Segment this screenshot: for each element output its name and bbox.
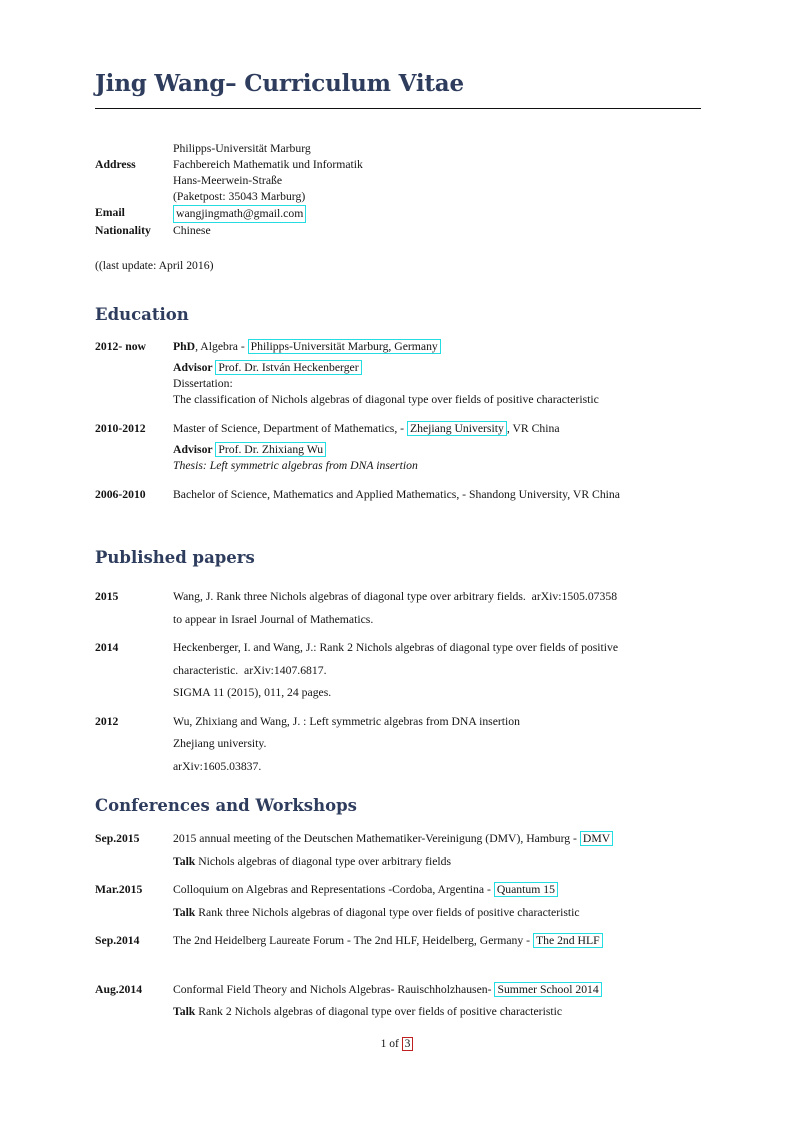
text: SIGMA 11 (2015), 011, 24 pages. [173,686,332,699]
text-line [173,902,701,925]
entry-content [173,586,701,631]
section-entries [95,586,701,778]
contact-block [95,141,701,239]
text: The 2nd Heidelberg Laureate Forum - The 2nd HLF, Heidelberg, Germany - [173,934,533,947]
text: Wu, Zhixiang and Wang, J. : Left symmetric algebras from DNA insertion [173,714,520,728]
text: characteristic. arXiv:1407.6817. [173,663,327,677]
contact-value: Chinese [173,224,211,237]
text-line [173,828,701,851]
contact-value: Fachbereich Mathematik und Informatik [173,158,363,171]
entry-date: Aug.2014 [95,982,143,996]
entry-date: 2015 [95,590,119,603]
page-footer [0,1036,794,1052]
text-line [173,360,701,376]
email-link[interactable]: wangjingmath@gmail.com [173,205,306,223]
bold-text: Talk [173,854,199,868]
italic-text: Thesis: Left symmetric algebras from DNA insertion [173,459,418,472]
text-line [173,930,701,953]
cv-entry [95,586,701,631]
text: The classification of Nichols algebras of diagonal type over fields of positive characteristic [173,393,599,406]
cv-entry [95,879,701,924]
contact-label [95,173,173,189]
text-line [173,442,701,458]
link-box[interactable]: Prof. Dr. Zhixiang Wu [215,442,326,457]
entry-date: Mar.2015 [95,883,143,896]
text: Bachelor of Science, Mathematics and Applied Mathematics, - Shandong University, VR China [173,488,620,501]
entry-content [173,487,701,503]
contact-label: Nationality [95,224,151,237]
contact-row [95,223,701,239]
link-box[interactable]: Prof. Dr. István Heckenberger [215,360,361,375]
section-entries [95,828,701,1024]
bold-text: Talk [173,1005,199,1018]
section-published [95,548,701,778]
text-line [173,1001,701,1024]
text: Zhejiang university. [173,737,267,750]
entry-content [173,979,701,1024]
entry-content [173,930,701,953]
contact-row [95,141,701,157]
cv-sections [95,305,701,1024]
contact-label: Email [95,206,125,219]
text: Dissertation: [173,377,233,390]
link-box[interactable]: Quantum 15 [494,882,558,897]
last-update-note: ((last update: April 2016) [95,259,214,272]
contact-row [95,157,701,173]
contact-row [95,205,701,223]
section-education [95,305,701,503]
text: Conformal Field Theory and Nichols Algebras- Rauischholzhausen- [173,982,495,996]
bold-text: Advisor [173,361,216,374]
text-line [173,879,701,902]
text-line [173,851,701,874]
contact-label [95,141,173,157]
contact-row [95,189,701,205]
entry-date: 2012 [95,714,119,728]
section-heading: Published papers [95,548,255,567]
link-box[interactable]: Zhejiang University [407,421,507,436]
text: Colloquium on Algebras and Representations -Cordoba, Argentina - [173,883,494,896]
section-entries [95,339,701,503]
text-line [173,458,701,474]
entry-content [173,421,701,474]
text: , Algebra - [195,340,248,353]
text-line [173,682,701,705]
text: Nichols algebras of diagonal type over arbitrary fields [198,854,452,868]
text: Master of Science, Department of Mathematics, - [173,422,407,435]
entry-content [173,879,701,924]
contact-value: Hans-Meerwein-Straße [173,174,283,187]
text: to appear in Israel Journal of Mathematics. [173,612,374,626]
cv-entry [95,979,701,1024]
entry-date: Sep.2014 [95,934,140,947]
text-line [173,421,701,437]
bold-text: Advisor [173,443,216,456]
cv-entry [95,711,701,779]
text-line [173,979,701,1002]
title-rule [95,108,701,109]
page-title: Jing Wang– Curriculum Vitae [95,70,464,97]
section-conferences [95,796,701,1024]
entry-date: 2014 [95,641,119,654]
text-line [173,660,701,683]
text-line [173,376,701,392]
text-line [173,392,701,408]
contact-value: (Paketpost: 35043 Marburg) [173,190,306,203]
bold-text: Talk [173,905,199,919]
contact-label: Address [95,158,136,171]
text: Wang, J. Rank three Nichols algebras of diagonal type over arbitrary fields. arXiv:1505.07358 [173,590,618,603]
entry-date: 2012- now [95,340,146,353]
link-box[interactable]: Summer School 2014 [494,982,601,997]
cv-entry [95,930,701,953]
link-box[interactable]: Philipps-Universität Marburg, Germany [248,339,441,354]
bold-text: PhD [173,340,196,353]
cv-entry [95,487,701,503]
entry-content [173,637,701,705]
text-line [173,609,701,632]
text-line [173,711,701,734]
text-line [173,339,701,355]
text: arXiv:1605.03837. [173,759,262,773]
text: Rank three Nichols algebras of diagonal type over fields of positive characteristic [198,905,580,919]
entry-content [173,339,701,408]
cv-entry [95,828,701,873]
text-line [173,756,701,779]
text-line [173,487,701,503]
link-box[interactable]: The 2nd HLF [533,933,603,948]
text-line [173,637,701,660]
text: , VR China [506,422,560,435]
entry-date: 2006-2010 [95,488,146,501]
contact-value: Philipps-Universität Marburg [173,142,311,155]
text: Rank 2 Nichols algebras of diagonal type over fields of positive characteristic [198,1005,563,1018]
cv-entry [95,637,701,705]
entry-content [173,711,701,779]
text: Heckenberger, I. and Wang, J.: Rank 2 Nichols algebras of diagonal type over fields of positive [173,641,619,654]
entry-date: Sep.2015 [95,832,140,845]
page-ref-link[interactable]: 3 [402,1037,414,1051]
section-heading: Education [95,305,189,324]
contact-label [95,189,173,205]
link-box[interactable]: DMV [580,831,613,846]
page-number-text: 1 of [380,1038,402,1050]
entry-content [173,828,701,873]
section-heading: Conferences and Workshops [95,796,357,815]
text-line [173,586,701,609]
contact-row [95,173,701,189]
page-content [95,0,701,1030]
text: 2015 annual meeting of the Deutschen Mathematiker-Vereinigung (DMV), Hamburg - [173,832,580,845]
text-line [173,733,701,756]
entry-date: 2010-2012 [95,422,146,435]
cv-entry [95,421,701,474]
cv-entry [95,339,701,408]
